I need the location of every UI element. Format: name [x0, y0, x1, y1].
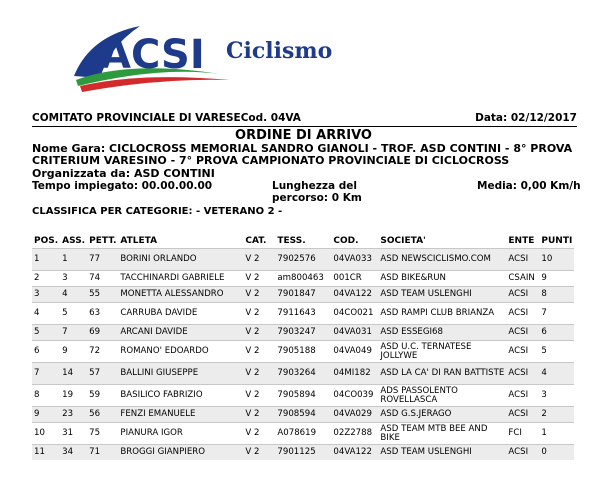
cell-ass: 23 — [60, 407, 87, 423]
cell-ass: 31 — [60, 423, 87, 445]
cell-atleta: TACCHINARDI GABRIELE — [118, 271, 243, 287]
cell-atleta: BASILICO FABRIZIO — [118, 385, 243, 407]
col-header-atleta: ATLETA — [120, 236, 158, 246]
header-row — [32, 112, 577, 127]
cell-ente: CSAIN — [506, 271, 539, 287]
table-row — [32, 271, 574, 287]
cell-punti: 6 — [539, 325, 574, 341]
cell-cod: 04VA029 — [331, 407, 378, 423]
cell-tess: 7905894 — [275, 385, 331, 407]
cell-pos: 2 — [32, 271, 60, 287]
cell-tess: 7901125 — [275, 445, 331, 461]
cell-ass: 34 — [60, 445, 87, 461]
cell-cat: V 2 — [243, 271, 275, 287]
table-header — [32, 234, 574, 249]
cell-pett: 74 — [87, 271, 118, 287]
table-row — [32, 303, 574, 325]
cell-pos: 8 — [32, 385, 60, 407]
cell-societa: ASD U.C. TERNATESE JOLLYWE — [378, 341, 506, 363]
logo-acsi-text: ACSI — [100, 32, 205, 78]
col-header-cod: COD. — [333, 236, 359, 246]
cell-ass: 9 — [60, 341, 87, 363]
table-row — [32, 385, 574, 407]
course-length: Lunghezza del percorso: 0 Km — [272, 180, 362, 204]
cell-cat: V 2 — [243, 423, 275, 445]
logo-subtitle: Ciclismo — [226, 38, 333, 64]
cell-punti: 4 — [539, 363, 574, 385]
cell-ass: 14 — [60, 363, 87, 385]
cell-cat: V 2 — [243, 407, 275, 423]
cell-ente: ACSI — [506, 325, 539, 341]
cell-societa: ASD BIKE&RUN — [378, 271, 506, 287]
cell-punti: 9 — [539, 271, 574, 287]
cell-ente: ACSI — [506, 303, 539, 325]
cell-punti: 0 — [539, 445, 574, 461]
organizer: Organizzata da: ASD CONTINI — [32, 167, 215, 180]
table-row — [32, 423, 574, 445]
report-date: Data: 02/12/2017 — [475, 112, 577, 124]
cell-atleta: ROMANO' EDOARDO — [118, 341, 243, 363]
cell-tess: 7903247 — [275, 325, 331, 341]
cell-punti: 3 — [539, 385, 574, 407]
col-header-pett: PETT. — [89, 236, 117, 246]
cell-cod: 04VA122 — [331, 445, 378, 461]
cell-atleta: CARRUBA DAVIDE — [118, 303, 243, 325]
cell-cod: 04VA122 — [331, 287, 378, 303]
col-header-societa: SOCIETA' — [380, 236, 426, 246]
cell-pett: 75 — [87, 423, 118, 445]
cell-cod: 04VA031 — [331, 325, 378, 341]
cell-ente: ACSI — [506, 407, 539, 423]
cell-pett: 56 — [87, 407, 118, 423]
table-row — [32, 407, 574, 423]
cell-tess: 7902576 — [275, 249, 331, 271]
cell-atleta: BORINI ORLANDO — [118, 249, 243, 271]
cell-pett: 55 — [87, 287, 118, 303]
cell-ass: 5 — [60, 303, 87, 325]
elapsed-time: Tempo impiegato: 00.00.00.00 — [32, 180, 213, 192]
table-row — [32, 341, 574, 363]
cell-cat: V 2 — [243, 325, 275, 341]
table-row — [32, 287, 574, 303]
cell-societa: ASD G.S.JERAGO — [378, 407, 506, 423]
cell-tess: 7908594 — [275, 407, 331, 423]
cell-cat: V 2 — [243, 287, 275, 303]
cell-pett: 63 — [87, 303, 118, 325]
cell-societa: ASD TEAM MTB BEE AND BIKE — [378, 423, 506, 445]
results-table — [32, 234, 574, 460]
cell-atleta: MONETTA ALESSANDRO — [118, 287, 243, 303]
cell-ass: 4 — [60, 287, 87, 303]
cell-societa: ASD NEWSCICLISMO.COM — [378, 249, 506, 271]
cell-ass: 1 — [60, 249, 87, 271]
cell-cod: 04VA049 — [331, 341, 378, 363]
table-row — [32, 249, 574, 271]
cell-tess: am800463 — [275, 271, 331, 287]
cell-ente: ACSI — [506, 445, 539, 461]
table-row — [32, 325, 574, 341]
cell-punti: 8 — [539, 287, 574, 303]
cell-pos: 5 — [32, 325, 60, 341]
cell-tess: 7903264 — [275, 363, 331, 385]
cell-cat: V 2 — [243, 341, 275, 363]
cell-atleta: PIANURA IGOR — [118, 423, 243, 445]
cell-societa: ASD LA CA' DI RAN BATTISTE — [378, 363, 506, 385]
cell-ente: ACSI — [506, 363, 539, 385]
col-header-ente: ENTE — [508, 236, 535, 246]
cell-cod: 001CR — [331, 271, 378, 287]
cell-punti: 5 — [539, 341, 574, 363]
cell-atleta: BALLINI GIUSEPPE — [118, 363, 243, 385]
cell-punti: 10 — [539, 249, 574, 271]
cell-ente: ACSI — [506, 385, 539, 407]
cell-societa: ASD ESSEGI68 — [378, 325, 506, 341]
cell-pett: 72 — [87, 341, 118, 363]
cell-pett: 57 — [87, 363, 118, 385]
cell-atleta: FENZI EMANUELE — [118, 407, 243, 423]
cell-ass: 3 — [60, 271, 87, 287]
page-title: ORDINE DI ARRIVO — [235, 128, 372, 143]
cell-cod: 04CO039 — [331, 385, 378, 407]
cell-societa: ADS PASSOLENTO ROVELLASCA — [378, 385, 506, 407]
cell-societa: ASD TEAM USLENGHI — [378, 287, 506, 303]
cell-punti: 7 — [539, 303, 574, 325]
committee-code: COMITATO PROVINCIALE DI VARESECod. 04VA — [32, 112, 301, 124]
cell-cat: V 2 — [243, 303, 275, 325]
table-row — [32, 363, 574, 385]
cell-pos: 11 — [32, 445, 60, 461]
cell-pos: 6 — [32, 341, 60, 363]
cell-ente: ACSI — [506, 287, 539, 303]
cell-cod: 04VA033 — [331, 249, 378, 271]
cell-ass: 19 — [60, 385, 87, 407]
cell-pett: 77 — [87, 249, 118, 271]
cell-atleta: ARCANI DAVIDE — [118, 325, 243, 341]
col-header-cat: CAT. — [245, 236, 267, 246]
col-header-pos: POS. — [34, 236, 59, 246]
col-header-punti: PUNTI — [541, 236, 573, 246]
cell-cat: V 2 — [243, 363, 275, 385]
cell-ente: FCI — [506, 423, 539, 445]
average-speed: Media: 0,00 Km/h — [477, 180, 581, 192]
table-row — [32, 445, 574, 461]
category-heading: CLASSIFICA PER CATEGORIE: - VETERANO 2 - — [32, 206, 283, 217]
cell-pos: 4 — [32, 303, 60, 325]
cell-atleta: BROGGI GIANPIERO — [118, 445, 243, 461]
cell-ente: ACSI — [506, 341, 539, 363]
cell-cat: V 2 — [243, 445, 275, 461]
cell-tess: 7901847 — [275, 287, 331, 303]
cell-punti: 2 — [539, 407, 574, 423]
cell-pos: 3 — [32, 287, 60, 303]
cell-tess: 7911643 — [275, 303, 331, 325]
cell-ente: ACSI — [506, 249, 539, 271]
cell-ass: 7 — [60, 325, 87, 341]
cell-pos: 10 — [32, 423, 60, 445]
cell-cat: V 2 — [243, 249, 275, 271]
cell-pett: 59 — [87, 385, 118, 407]
race-name: Nome Gara: CICLOCROSS MEMORIAL SANDRO GIANOLI - TROF. ASD CONTINI - 8° PROVA CRITERIUM VARESINO - 7° PROVA CAMPIONATO PROVINCIALE DI CICLOCROSS — [32, 142, 573, 167]
cell-tess: A078619 — [275, 423, 331, 445]
col-header-ass: ASS. — [62, 236, 86, 246]
cell-pett: 69 — [87, 325, 118, 341]
cell-pos: 9 — [32, 407, 60, 423]
cell-cod: 04MI182 — [331, 363, 378, 385]
col-header-tess: TESS. — [277, 236, 306, 246]
cell-cod: 02Z2788 — [331, 423, 378, 445]
cell-pos: 1 — [32, 249, 60, 271]
cell-tess: 7905188 — [275, 341, 331, 363]
cell-punti: 1 — [539, 423, 574, 445]
cell-societa: ASD RAMPI CLUB BRIANZA — [378, 303, 506, 325]
cell-cat: V 2 — [243, 385, 275, 407]
cell-societa: ASD TEAM USLENGHI — [378, 445, 506, 461]
cell-cod: 04CO021 — [331, 303, 378, 325]
cell-pett: 71 — [87, 445, 118, 461]
cell-pos: 7 — [32, 363, 60, 385]
